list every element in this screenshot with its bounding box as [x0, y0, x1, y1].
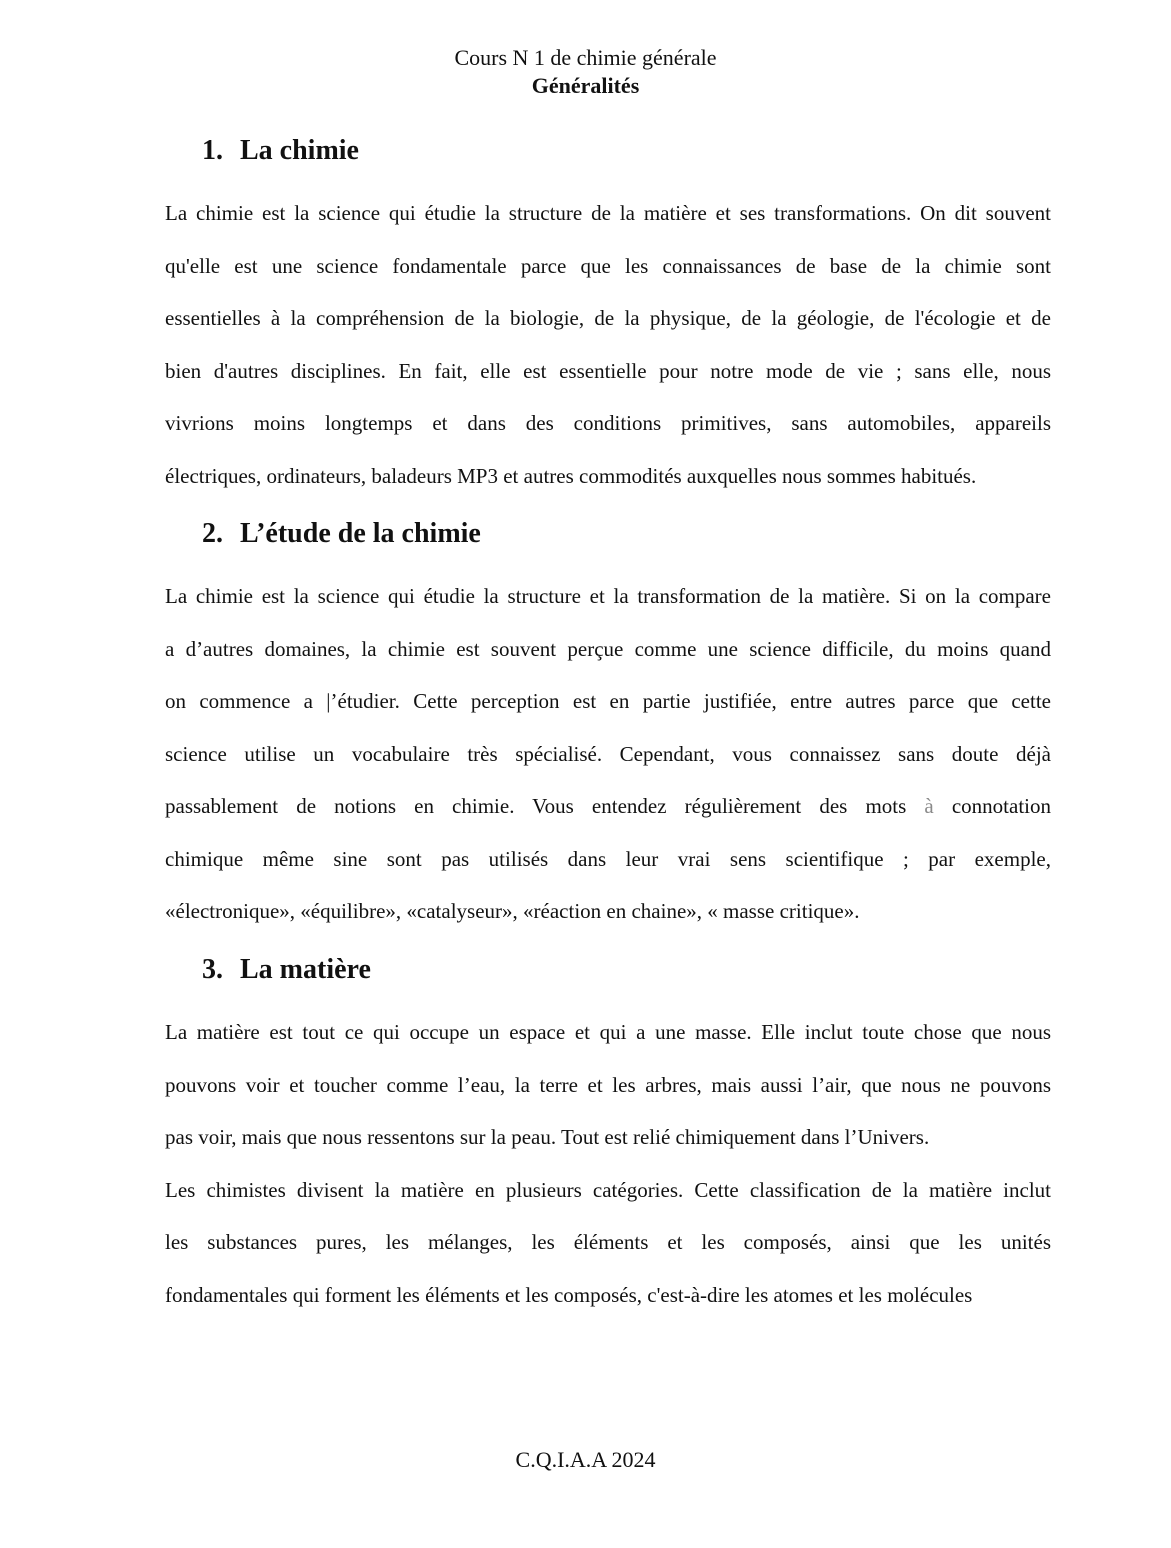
section-heading-1 — [202, 134, 359, 168]
section-number: 3. — [202, 954, 223, 985]
text-line: on commence a |’étudier. Cette perception est en partie justifiée, entre autres parce que cette — [165, 689, 1051, 713]
course-title: Cours N 1 de chimie générale — [454, 45, 717, 70]
text-fragment: passablement de notions en chimie. Vous entendez régulièrement des mots — [165, 794, 907, 818]
text-line: «électronique», «équilibre», «catalyseur», «réaction en chaine», « masse critique». — [165, 899, 860, 923]
text-line: science utilise un vocabulaire très spécialisé. Cependant, vous connaissez sans doute déjà — [165, 741, 1051, 766]
text-line: chimique même sine sont pas utilisés dans leur vrai sens scientifique ; par exemple, — [165, 846, 1051, 871]
section-number: 2. — [202, 518, 223, 549]
section-heading-text: La chimie — [240, 135, 359, 166]
text-line: La chimie est la science qui étudie la structure de la matière et ses transformations. On dit souvent — [165, 201, 1051, 225]
text-line: pouvons voir et toucher comme l’eau, la terre et les arbres, mais aussi l’air, que nous ne pouvons — [165, 1072, 1051, 1097]
text-line: a d’autres domaines, la chimie est souvent perçue comme une science difficile, du moins quand — [165, 636, 1051, 661]
section-3-paragraph — [165, 1006, 1051, 1321]
text-line: fondamentales qui forment les éléments et les composés, c'est-à-dire les atomes et les molécules — [165, 1282, 973, 1307]
text-fragment: connotation — [951, 794, 1051, 818]
section-number: 1. — [202, 135, 223, 166]
section-heading-2 — [202, 517, 481, 551]
text-line: La chimie est la science qui étudie la structure et la transformation de la matière. Si on la compare — [165, 584, 1051, 608]
text-line: La matière est tout ce qui occupe un espace et qui a une masse. Elle inclut toute chose que nous — [165, 1020, 1051, 1044]
text-line: Les chimistes divisent la matière en plusieurs catégories. Cette classification de la matière inclut — [165, 1177, 1051, 1202]
text-line: vivrions moins longtemps et dans des conditions primitives, sans automobiles, appareils — [165, 411, 1051, 435]
page-footer: C.Q.I.A.A 2024 — [515, 1447, 656, 1472]
section-1-paragraph — [165, 187, 1051, 502]
section-heading-text: L’étude de la chimie — [240, 518, 481, 549]
document-title: Généralités — [531, 73, 640, 98]
text-line: qu'elle est une science fondamentale parce que les connaissances de base de la chimie sont — [165, 253, 1051, 278]
text-line: bien d'autres disciplines. En fait, elle est essentielle pour notre mode de vie ; sans elle, nous — [165, 358, 1051, 383]
text-line: les substances pures, les mélanges, les éléments et les composés, ainsi que les unités — [165, 1230, 1051, 1254]
gray-word: à — [924, 794, 934, 818]
section-2-paragraph — [165, 570, 1051, 938]
text-line: essentielles à la compréhension de la biologie, de la physique, de la géologie, de l'écologie et de — [165, 306, 1051, 330]
text-line-mixed — [165, 780, 1051, 833]
section-heading-text: La matière — [240, 954, 371, 985]
text-line: électriques, ordinateurs, baladeurs MP3 et autres commodités auxquelles nous sommes habitués. — [165, 463, 977, 488]
section-heading-3 — [202, 953, 371, 987]
text-line: pas voir, mais que nous ressentons sur la peau. Tout est relié chimiquement dans l’Univers. — [165, 1125, 930, 1149]
